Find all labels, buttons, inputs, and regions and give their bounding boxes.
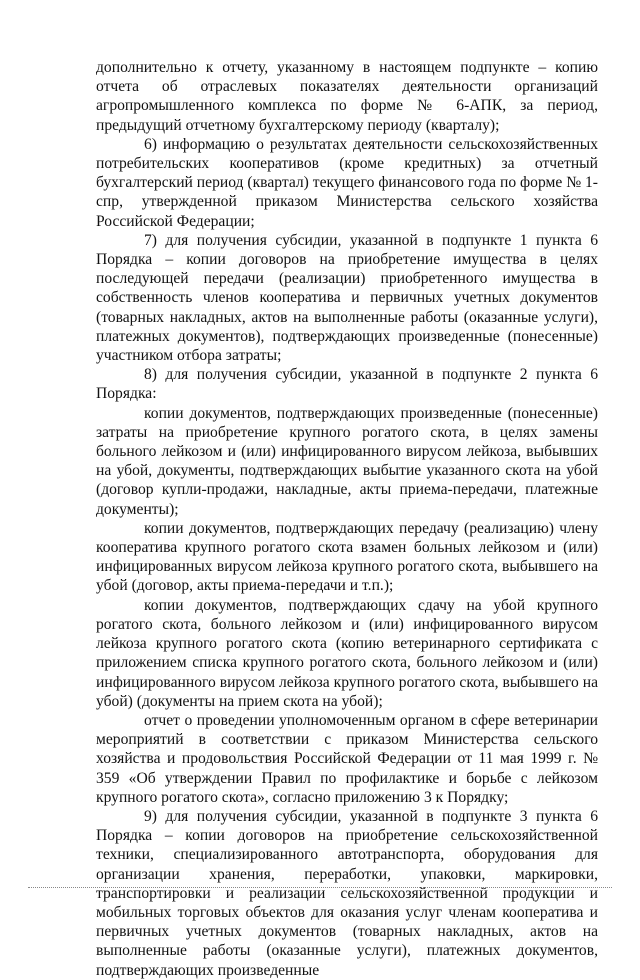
document-page <box>96 58 598 980</box>
paragraph-item-7: 7) для получения субсидии, указанной в подпункте 1 пункта 6 Порядка – копии договоров на приобретение имущества в целях последующей передачи (реализации) приобретенного имущества в собственность членов кооператива и первичных учетных документов (товарных накладных, актов на выполненные работы (оказанные услуги), платежных документов), подтверждающих произведенные (понесенные) участником отбора затраты; <box>96 231 598 365</box>
paragraph-item-8: 8) для получения субсидии, указанной в подпункте 2 пункта 6 Порядка: <box>96 366 598 403</box>
paragraph-continuation: дополнительно к отчету, указанному в настоящем подпункте – копию отчета об отраслевых показателях деятельности организаций агропромышленного комплекса по форме № 6-АПК, за период, предыдущий отчетному бухгалтерскому периоду (кварталу); <box>96 59 598 134</box>
paragraph-item-9: 9) для получения субсидии, указанной в подпункте 3 пункта 6 Порядка – копии договоров на приобретение сельскохозяйственной техники, специализированного автотранспорта, оборудования для организации хранения, переработки, упаковки, маркировки, транспортировки и реализации сельскохозяйственной продукции и мобильных торговых объектов для оказания услуг членам кооператива и первичных учетных документов (товарных накладных, актов на выполненные работы (оказанные услуги), платежных документов, подтверждающих произведенные <box>96 807 598 979</box>
page-bottom-divider <box>28 887 612 888</box>
paragraph-item-8-sub-2: копии документов, подтверждающих передачу (реализацию) члену кооператива крупного рогатого скота взамен больных лейкозом и (или) инфицированных вирусом лейкоза крупного рогатого скота, выбывшего на убой (договор, акты приема-передачи и т.п.); <box>96 519 598 595</box>
paragraph-item-8-sub-3: копии документов, подтверждающих сдачу на убой крупного рогатого скота, больного лейкозом и (или) инфицированного вирусом лейкоза крупного рогатого скота (копию ветеринарного сертификата с приложением списка крупного рогатого скота, больного лейкозом и (или) инфицированного вирусом лейкоза крупного рогатого скота, выбывшего на убой) (документы на прием скота на убой); <box>96 596 598 710</box>
paragraph-item-6: 6) информацию о результатах деятельности сельскохозяйственных потребительских кооперативов (кроме кредитных) за отчетный бухгалтерский период (квартал) текущего финансового года по форме № 1-спр, утвержденной приказом Министерства сельского хозяйства Российской Федерации; <box>96 135 598 230</box>
paragraph-item-8-sub-4: отчет о проведении уполномоченным органом в сфере ветеринарии мероприятий в соответствии с приказом Министерства сельского хозяйства и продовольствия Российской Федерации от 11 мая 1999 г. № 359 «Об утверждении Правил по профилактике и борьбе с лейкозом крупного рогатого скота», согласно приложению 3 к Порядку; <box>96 711 598 806</box>
paragraph-item-8-sub-1: копии документов, подтверждающих произведенные (понесенные) затраты на приобретение крупного рогатого скота, в целях замены больного лейкозом и (или) инфицированного вирусом лейкоза, выбывших на убой, документы, подтверждающих выбытие указанного скота на убой (договор купли-продажи, накладные, акты приема-передачи, платежные документы); <box>96 404 598 518</box>
